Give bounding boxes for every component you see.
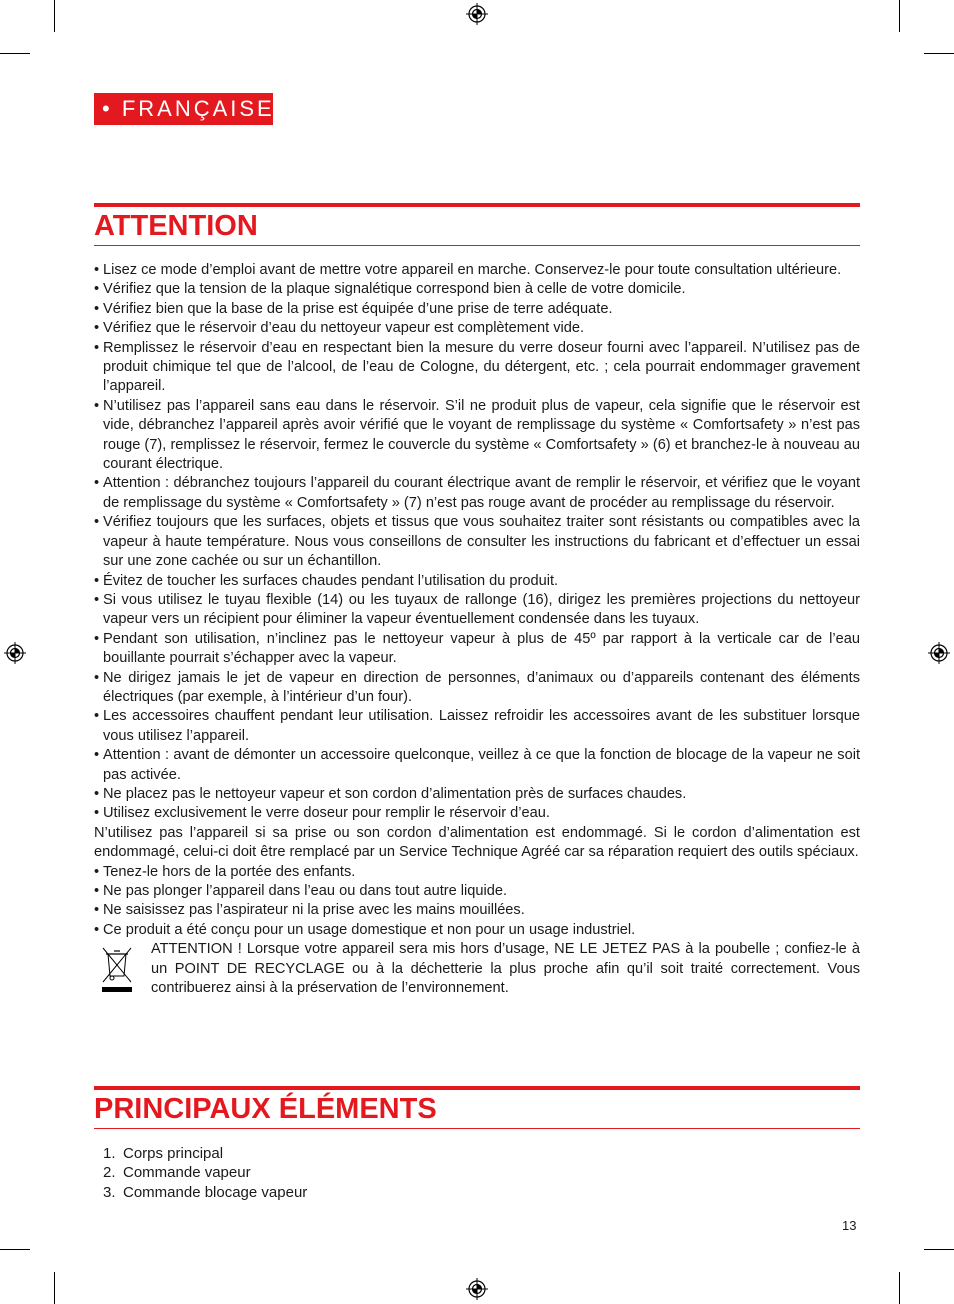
bullet-item: • Tenez-le hors de la portée des enfants. (94, 863, 860, 882)
cord-warning-paragraph: N’utilisez pas l’appareil si sa prise ou son cordon d’alimentation est endommagé. Si le cordon d’alimentation est endommagé, celui-ci doit être remplacé par un Service Technique Agréé car sa réparation requiert des outils spéciaux. (94, 824, 860, 861)
bullet-item: • Attention : débranchez toujours l’appareil du courant électrique avant de remplir le réservoir, et vérifiez que le voyant de remplissage du système « Comfortsafety » (7) n’est pas rouge avant de procéder au remplissage du réservoir. (94, 474, 860, 513)
bullet-item: • Ce produit a été conçu pour un usage domestique et non pour un usage industriel. (94, 921, 860, 940)
bullet-item: • Les accessoires chauffent pendant leur utilisation. Laissez refroidir les accessoires avant de les substituer lorsque vous utilisez l’appareil. (94, 707, 860, 746)
section-title-attention: ATTENTION (94, 210, 258, 242)
bullet-item: • Ne dirigez jamais le jet de vapeur en direction de personnes, d’animaux ou d’appareils contenant des éléments électriques (par exemple, à l’intérieur d’un four). (94, 669, 860, 708)
bullet-item: • Ne placez pas le nettoyeur vapeur et son cordon d’alimentation près de surfaces chaudes. (94, 785, 860, 804)
list-item-number: 1. (103, 1145, 116, 1162)
bullet-item: • Remplissez le réservoir d’eau en respectant bien la mesure du verre doseur fourni avec l’appareil. N’utilisez pas de produit chimique tel que de l’alcool, de l’eau de Cologne, du détergent, etc. ; cela pourrait endommager gravement l’appareil. (94, 339, 860, 397)
bullet-item: • Lisez ce mode d’emploi avant de mettre votre appareil en marche. Conservez-le pour toute consultation ultérieure. (94, 261, 860, 280)
section-rule (94, 1086, 860, 1090)
bullet-item: • Vérifiez que la tension de la plaque signalétique correspond bien à celle de votre domicile. (94, 280, 860, 299)
language-tag: • FRANÇAISE (94, 93, 273, 125)
crop-mark (899, 1272, 900, 1304)
section-underline (94, 1128, 860, 1129)
list-item-number: 2. (103, 1164, 116, 1182)
bullet-item: • Ne saisissez pas l’aspirateur ni la prise avec les mains mouillées. (94, 901, 860, 920)
list-item (103, 1163, 307, 1182)
list-item (103, 1144, 307, 1163)
weee-notice-text: ATTENTION ! Lorsque votre appareil sera mis hors d’usage, NE LE JETEZ PAS à la poubelle ; confiez-le à un POINT DE RECYCLAGE ou à la déchetterie la plus proche afin qu’il soit traité correctement. Vous contribuerez ainsi à la préservation de l’environnement. (151, 941, 860, 997)
bullet-item: • Attention : avant de démonter un accessoire quelconque, veillez à ce que la fonction de blocage de la vapeur ne soit pas activée. (94, 746, 860, 785)
bullet-item: • Vérifiez que le réservoir d’eau du nettoyeur vapeur est complètement vide. (94, 319, 860, 338)
list-item (103, 1183, 307, 1202)
bullet-item: • Si vous utilisez le tuyau flexible (14) ou les tuyaux de rallonge (16), dirigez les premières projections du nettoyeur vapeur vers un récipient pour éliminer la vapeur éventuellement condensée dans les tuyaux. (94, 591, 860, 630)
parts-list (103, 1144, 307, 1202)
crop-mark (924, 1249, 954, 1250)
section-underline (94, 245, 860, 246)
bullet-item: • Vérifiez bien que la base de la prise est équipée d’une prise de terre adéquate. (94, 300, 860, 319)
bullet-item: • Pendant son utilisation, n’inclinez pas le nettoyeur vapeur à plus de 45º par rapport à la verticale car de l’eau bouillante pourrait s’échapper avec la vapeur. (94, 630, 860, 669)
section-title-elements: PRINCIPAUX ÉLÉMENTS (94, 1093, 437, 1125)
list-item-number: 3. (103, 1183, 116, 1201)
crop-mark (54, 1272, 55, 1304)
crop-mark (0, 1249, 30, 1250)
section-rule (94, 203, 860, 207)
crop-mark (924, 53, 954, 54)
crop-mark (0, 53, 30, 54)
bullet-item: • Ne pas plonger l’appareil dans l’eau ou dans tout autre liquide. (94, 882, 860, 901)
attention-content (94, 261, 860, 998)
registration-mark-icon (928, 642, 950, 664)
bullet-item: • Utilisez exclusivement le verre doseur pour remplir le réservoir d’eau. (94, 804, 860, 823)
bullet-item: • N’utilisez pas l’appareil sans eau dans le réservoir. S’il ne produit plus de vapeur, cela signifie que le réservoir est vide, débranchez l’appareil après avoir vérifié que le voyant de remplissage du système « Comfortsafety » n’est pas rouge (7), remplissez le réservoir, fermez le couvercle du système « Comfortsafety » (6) et branchez-le à nouveau au courant électrique. (94, 397, 860, 475)
list-item-label: Commande blocage vapeur (123, 1183, 308, 1201)
weee-notice (94, 940, 860, 998)
registration-mark-icon (466, 1278, 488, 1300)
crop-mark (899, 0, 900, 32)
page-number: 13 (842, 1218, 857, 1233)
bullet-item: • Évitez de toucher les surfaces chaudes pendant l’utilisation du produit. (94, 572, 860, 591)
registration-mark-icon (4, 642, 26, 664)
list-item-label: Corps principal (123, 1145, 224, 1162)
crop-mark (54, 0, 55, 32)
list-item-label: Commande vapeur (123, 1164, 251, 1182)
crossed-out-wheelie-bin-icon (100, 942, 134, 994)
registration-mark-icon (466, 3, 488, 25)
bullet-item: • Vérifiez toujours que les surfaces, objets et tissus que vous souhaitez traiter sont résistants ou compatibles avec la vapeur à haute température. Nous vous conseillons de consulter les instructions du fabricant et d’effectuer un essai sur une zone cachée ou sur un échantillon. (94, 513, 860, 571)
